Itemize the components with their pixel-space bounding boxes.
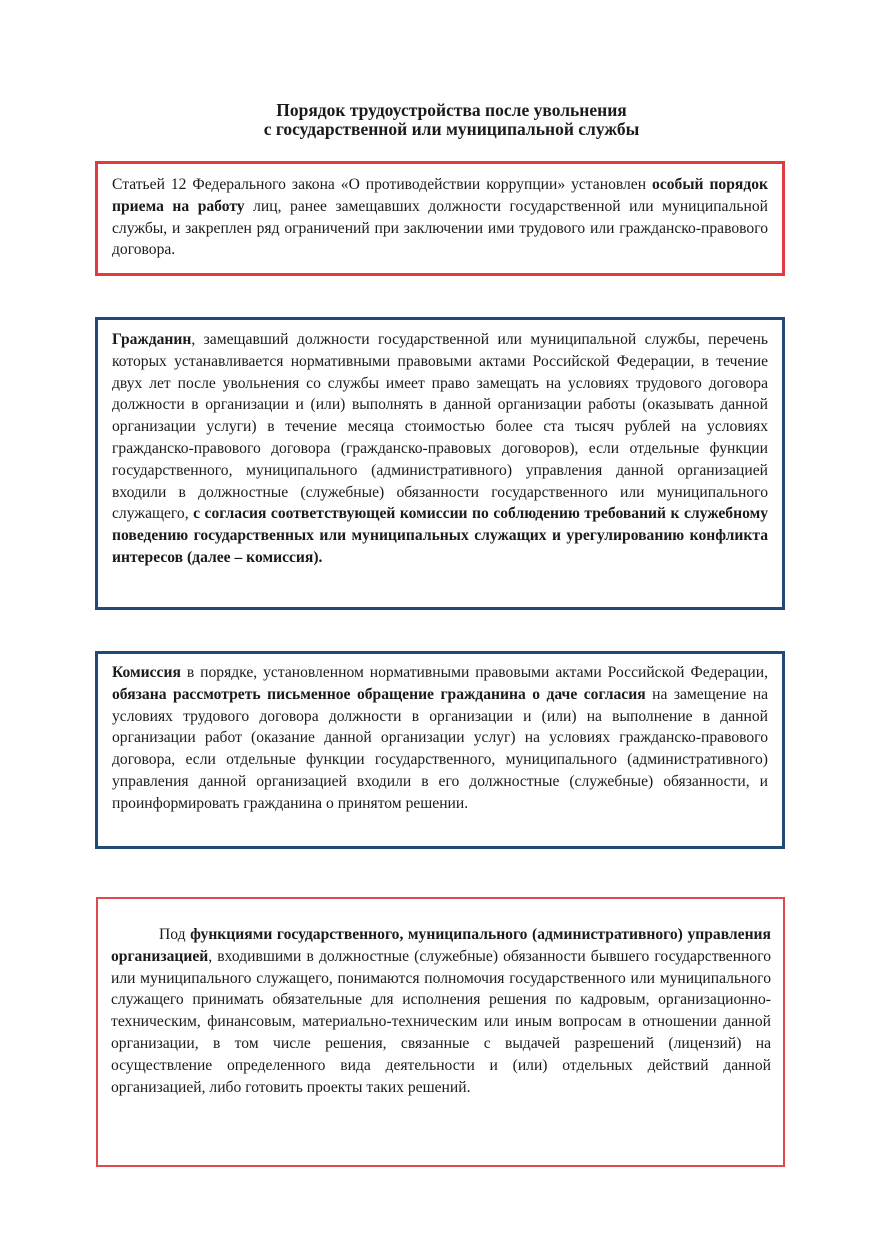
commission-box [95,651,785,849]
intro-text-a: Статьей 12 Федерального закона «О противодействии коррупции» установлен [112,176,653,193]
citizen-paragraph [112,329,768,569]
citizen-box [95,317,785,610]
functions-bold-term: функциями государственного, муниципального (административного) управления организацией [111,926,771,965]
functions-definition-box [96,897,785,1167]
commission-text-a: в порядке, установленном нормативными правовыми актами Российской Федерации, [180,664,768,681]
page-title-line-1: Порядок трудоустройства после увольнения [276,100,627,120]
functions-paragraph [111,924,771,1098]
intro-text-b: лиц, ранее замещавших должности государственной или муниципальной службы, и закреплен ряд ограничений при заключении ими трудового или гражданско-правового договора. [112,197,768,259]
page-title-line-2: с государственной или муниципальной службы [263,119,640,139]
commission-paragraph [112,662,768,815]
functions-text-b: , входившими в должностные (служебные) обязанности бывшего государственного или муниципального служащего, понимаются полномочия государственного или муниципального служащего принимать обязательные для исполнения решения по кадровым, организационно-техническим, финансовым, материально-техническим или иным вопросам в отношении данной организации, в том числе решения, связанные с выдачей разрешений (лицензий) на осуществление определенного вида деятельности и (или) отдельных действий данной организацией, либо готовить проекты таких решений. [111,947,771,1096]
intro-box [95,161,785,276]
commission-bold-obligation: обязана рассмотреть письменное обращение гражданина о даче согласия [112,685,646,703]
intro-bold-special-hiring: особый порядок приема на работу [112,176,769,215]
intro-paragraph [112,174,768,261]
citizen-bold-commission-consent: с согласия соответствующей комиссии по соблюдению требований к служебному поведению государственных или муниципальных служащих и урегулированию конфликта интересов (далее – комиссия). [112,505,768,566]
page-title [0,101,875,139]
functions-text-a: Под [159,926,191,943]
commission-bold-term: Комиссия [112,664,181,681]
citizen-bold-term: Гражданин [112,331,192,348]
commission-text-b: на замещение на условиях трудового договора должности в организации и (или) на выполнение в данной организации работ (оказание данной организации услуг) на условиях гражданско-правового договора, если отдельные функции государственного, муниципального (административного) управления данной организацией входили в его должностные (служебные) обязанности, и проинформировать гражданина о принятом решении. [112,685,768,812]
citizen-text-a: , замещавший должности государственной или муниципальной службы, перечень которых устанавливается нормативными правовыми актами Российской Федерации, в течение двух лет после увольнения со службы имеет право замещать на условиях трудового договора должности в организации и (или) выполнять в данной организации работы (оказывать данной организации услуги) в течение месяца стоимостью более ста тысяч рублей на условиях гражданско-правового договора (гражданско-правовых договоров), если отдельные функции государственного, муниципального (административного) управления данной организацией входили в должностные (служебные) обязанности государственного или муниципального служащего, [112,331,768,523]
